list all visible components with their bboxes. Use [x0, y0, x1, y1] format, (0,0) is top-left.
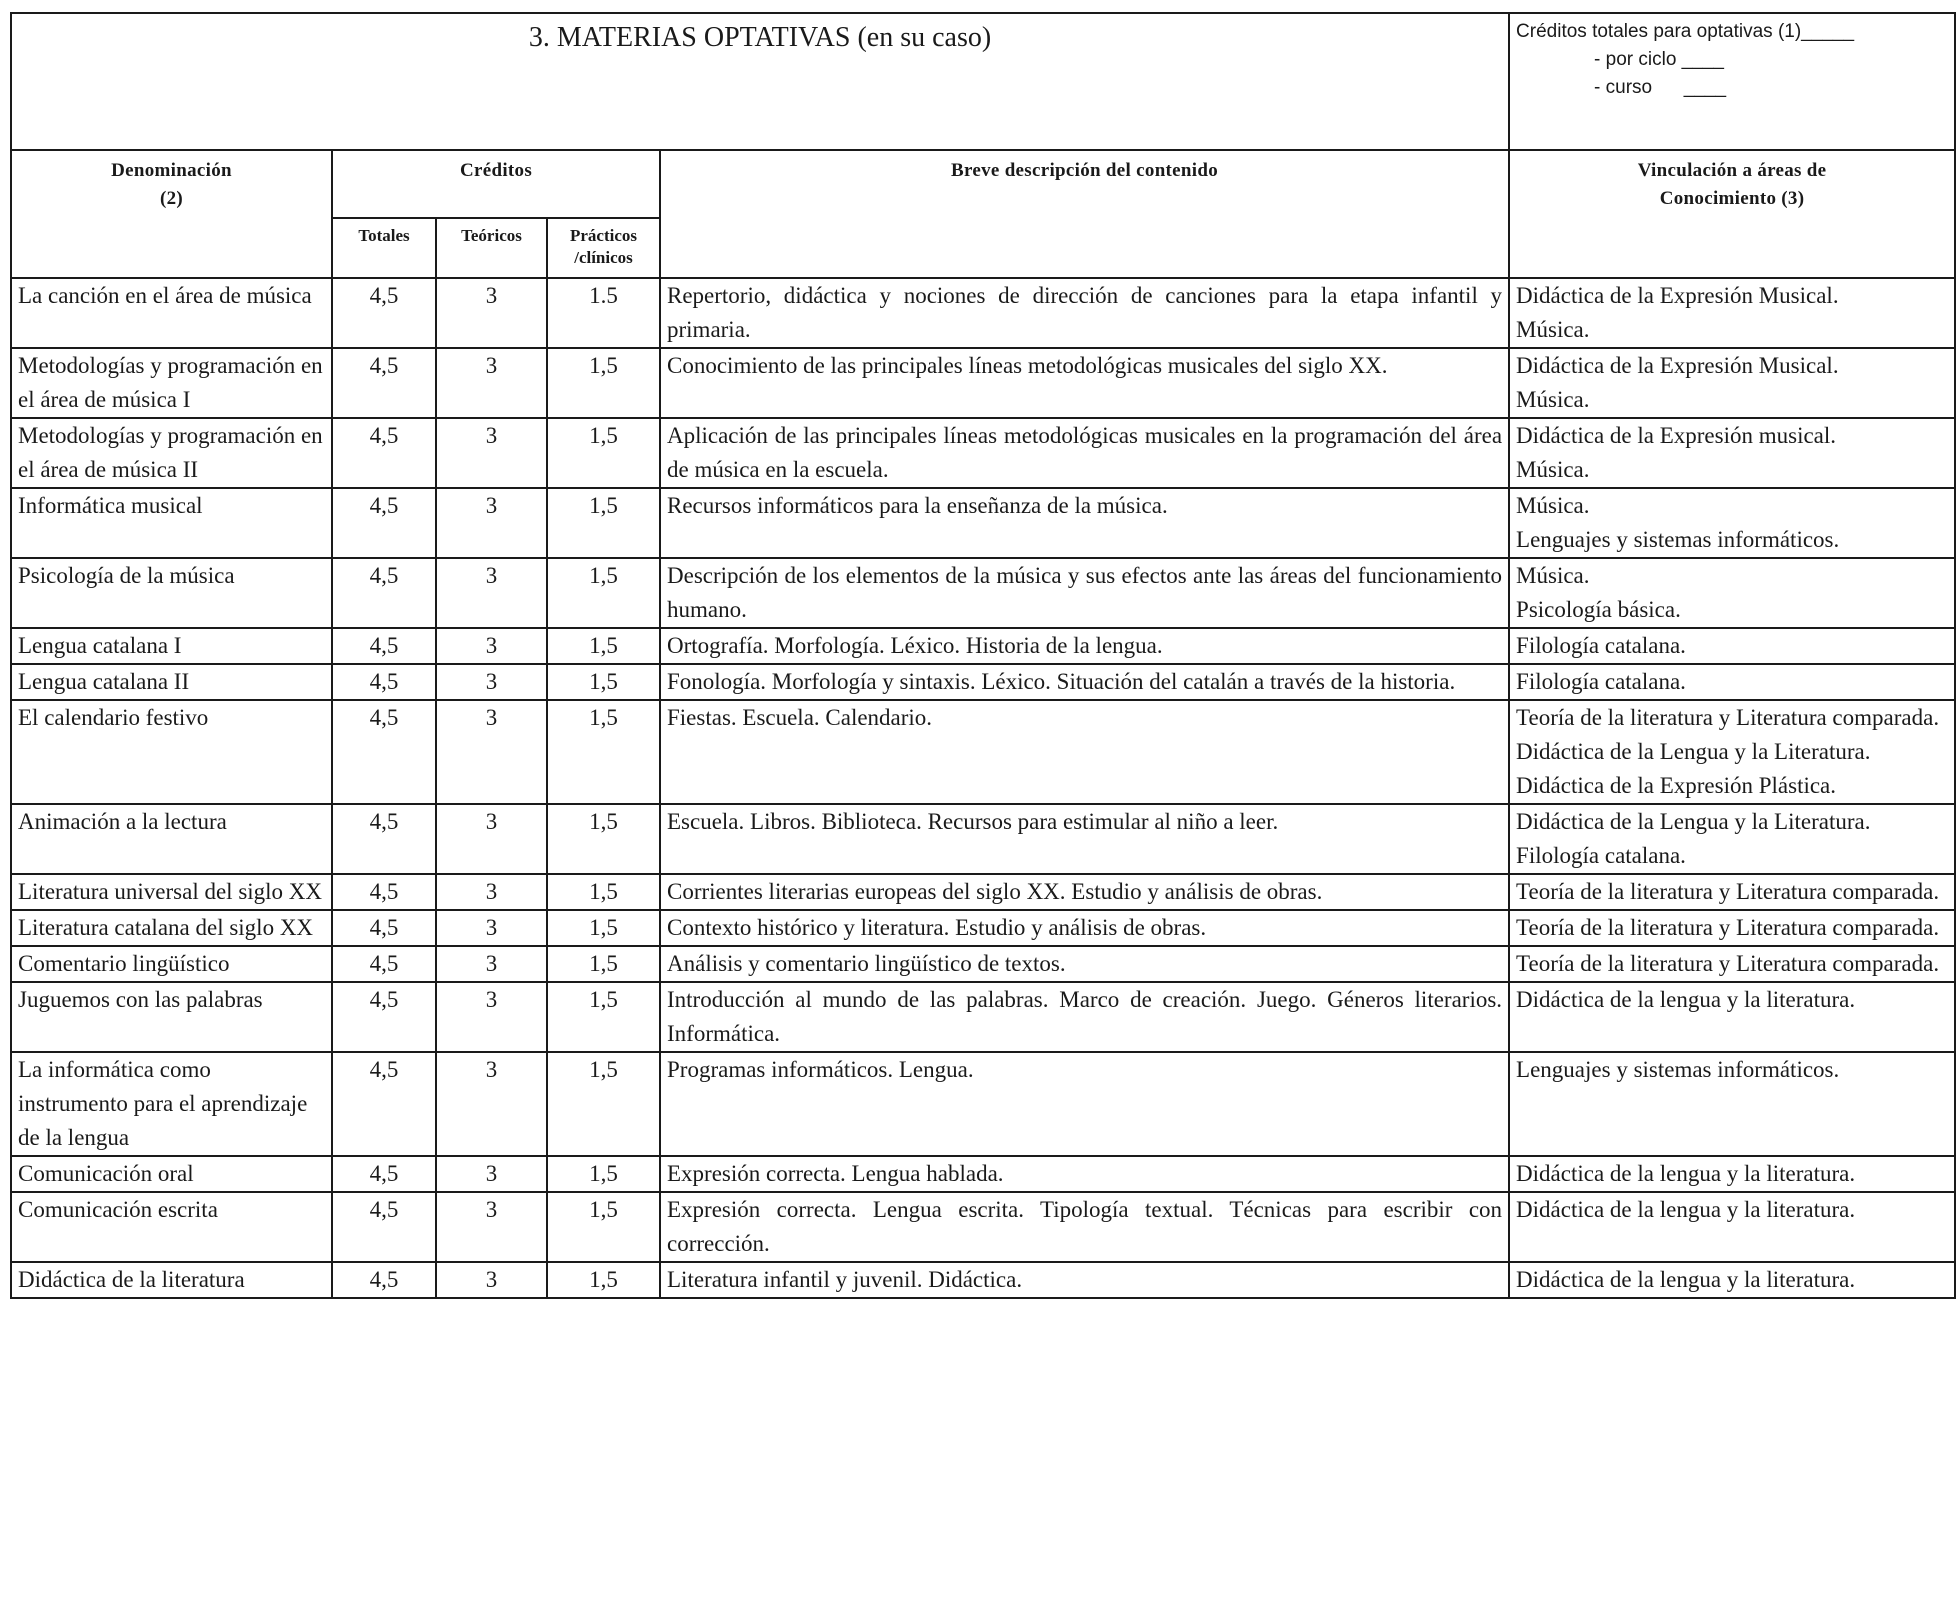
col-descripcion: Breve descripción del contenido: [660, 150, 1509, 278]
credits-totales: 4,5: [332, 418, 436, 488]
content-description: Fiestas. Escuela. Calendario.: [660, 700, 1509, 804]
table-row: [11, 558, 1955, 628]
subject-name: Informática musical: [11, 488, 332, 558]
credits-totales: 4,5: [332, 628, 436, 664]
col-practicos: [547, 218, 660, 278]
credits-teoricos: 3: [436, 418, 547, 488]
subject-name: Literatura universal del siglo XX: [11, 874, 332, 910]
credits-totales: 4,5: [332, 278, 436, 348]
knowledge-area: Didáctica de la Expresión musical.: [1516, 423, 1837, 448]
knowledge-areas: [1509, 910, 1955, 946]
credits-teoricos: 3: [436, 278, 547, 348]
credits-teoricos: 3: [436, 982, 547, 1052]
column-header-row: [11, 150, 1955, 218]
knowledge-area: Teoría de la literatura y Literatura comparada.: [1516, 879, 1940, 904]
credits-practicos: 1,5: [547, 418, 660, 488]
credits-totales: 4,5: [332, 488, 436, 558]
credits-totales: 4,5: [332, 700, 436, 804]
knowledge-area: Lenguajes y sistemas informáticos.: [1516, 527, 1840, 552]
credits-teoricos: 3: [436, 1156, 547, 1192]
knowledge-area: Lenguajes y sistemas informáticos.: [1516, 1057, 1840, 1082]
subject-name: Lengua catalana I: [11, 628, 332, 664]
credits-practicos: 1.5: [547, 278, 660, 348]
subject-name: El calendario festivo: [11, 700, 332, 804]
credits-teoricos: 3: [436, 664, 547, 700]
knowledge-area: Didáctica de la Expresión Plástica.: [1516, 773, 1837, 798]
section-title: 3. MATERIAS OPTATIVAS (en su caso): [11, 13, 1509, 150]
credits-teoricos: 3: [436, 700, 547, 804]
knowledge-area: Didáctica de la lengua y la literatura.: [1516, 1197, 1856, 1222]
knowledge-area: Filología catalana.: [1516, 633, 1686, 658]
knowledge-area: Didáctica de la Expresión Musical.: [1516, 283, 1839, 308]
content-description: Expresión correcta. Lengua escrita. Tipología textual. Técnicas para escribir con corrección.: [660, 1192, 1509, 1262]
credits-teoricos: 3: [436, 348, 547, 418]
credits-practicos: 1,5: [547, 628, 660, 664]
knowledge-areas: [1509, 700, 1955, 804]
knowledge-area: Música.: [1516, 317, 1590, 342]
subject-name: Lengua catalana II: [11, 664, 332, 700]
knowledge-areas: [1509, 1192, 1955, 1262]
subject-name: Literatura catalana del siglo XX: [11, 910, 332, 946]
credits-totales: 4,5: [332, 874, 436, 910]
content-description: Aplicación de las principales líneas metodológicas musicales en la programación del área de música en la escuela.: [660, 418, 1509, 488]
content-description: Escuela. Libros. Biblioteca. Recursos para estimular al niño a leer.: [660, 804, 1509, 874]
col-denominacion: [11, 150, 332, 278]
knowledge-area: Música.: [1516, 387, 1590, 412]
table-row: [11, 1156, 1955, 1192]
content-description: Expresión correcta. Lengua hablada.: [660, 1156, 1509, 1192]
subject-name: Comentario lingüístico: [11, 946, 332, 982]
subject-name: Comunicación oral: [11, 1156, 332, 1192]
credits-totales: 4,5: [332, 1052, 436, 1156]
credits-practicos: 1,5: [547, 700, 660, 804]
knowledge-areas: [1509, 558, 1955, 628]
col-teoricos: Teóricos: [436, 218, 547, 278]
credits-summary: [1509, 13, 1955, 150]
credits-practicos: 1,5: [547, 1052, 660, 1156]
credits-totales: 4,5: [332, 348, 436, 418]
knowledge-area: Didáctica de la lengua y la literatura.: [1516, 987, 1856, 1012]
knowledge-area: Didáctica de la Lengua y la Literatura.: [1516, 809, 1871, 834]
content-description: Ortografía. Morfología. Léxico. Historia de la lengua.: [660, 628, 1509, 664]
subject-name: La informática como instrumento para el aprendizaje de la lengua: [11, 1052, 332, 1156]
credits-practicos: 1,5: [547, 348, 660, 418]
content-description: Introducción al mundo de las palabras. Marco de creación. Juego. Géneros literarios. Informática.: [660, 982, 1509, 1052]
table-row: [11, 910, 1955, 946]
subject-name: Animación a la lectura: [11, 804, 332, 874]
knowledge-area: Psicología básica.: [1516, 597, 1681, 622]
credits-practicos: 1,5: [547, 910, 660, 946]
credits-practicos: 1,5: [547, 664, 660, 700]
credits-totales: 4,5: [332, 558, 436, 628]
knowledge-areas: [1509, 982, 1955, 1052]
credits-teoricos: 3: [436, 558, 547, 628]
col-denominacion-note: (2): [159, 188, 184, 209]
credits-teoricos: 3: [436, 874, 547, 910]
table-row: [11, 664, 1955, 700]
credits-teoricos: 3: [436, 946, 547, 982]
credits-totales: 4,5: [332, 982, 436, 1052]
credits-totales: 4,5: [332, 1156, 436, 1192]
knowledge-area: Música.: [1516, 563, 1590, 588]
table-row: [11, 348, 1955, 418]
knowledge-area: Didáctica de la Expresión Musical.: [1516, 353, 1839, 378]
credits-totales: 4,5: [332, 664, 436, 700]
content-description: Repertorio, didáctica y nociones de dirección de canciones para la etapa infantil y primaria.: [660, 278, 1509, 348]
content-description: Corrientes literarias europeas del siglo XX. Estudio y análisis de obras.: [660, 874, 1509, 910]
content-description: Recursos informáticos para la enseñanza de la música.: [660, 488, 1509, 558]
knowledge-areas: [1509, 348, 1955, 418]
knowledge-area: Teoría de la literatura y Literatura comparada.: [1516, 705, 1940, 730]
table-row: [11, 1192, 1955, 1262]
credits-practicos: 1,5: [547, 946, 660, 982]
table-row: [11, 874, 1955, 910]
credits-teoricos: 3: [436, 1192, 547, 1262]
materias-table: [10, 12, 1956, 1299]
subject-name: Metodologías y programación en el área de música I: [11, 348, 332, 418]
knowledge-area: Música.: [1516, 457, 1590, 482]
col-practicos-label: Prácticos: [569, 226, 638, 245]
credits-practicos: 1,5: [547, 1262, 660, 1298]
credits-teoricos: 3: [436, 910, 547, 946]
content-description: Análisis y comentario lingüístico de textos.: [660, 946, 1509, 982]
subject-name: Comunicación escrita: [11, 1192, 332, 1262]
table-row: [11, 628, 1955, 664]
knowledge-areas: [1509, 418, 1955, 488]
subject-name: Didáctica de la literatura: [11, 1262, 332, 1298]
credits-teoricos: 3: [436, 804, 547, 874]
col-creditos: Créditos: [332, 150, 660, 218]
knowledge-areas: [1509, 278, 1955, 348]
subject-name: La canción en el área de música: [11, 278, 332, 348]
col-totales: Totales: [332, 218, 436, 278]
knowledge-areas: [1509, 874, 1955, 910]
knowledge-area: Filología catalana.: [1516, 669, 1686, 694]
table-row: [11, 700, 1955, 804]
credits-totales: 4,5: [332, 804, 436, 874]
credits-totales: 4,5: [332, 946, 436, 982]
credits-practicos: 1,5: [547, 874, 660, 910]
knowledge-area: Filología catalana.: [1516, 843, 1686, 868]
knowledge-area: Teoría de la literatura y Literatura comparada.: [1516, 951, 1940, 976]
content-description: Conocimiento de las principales líneas metodológicas musicales del siglo XX.: [660, 348, 1509, 418]
col-vinculacion-label: Vinculación a áreas de: [1637, 160, 1827, 181]
knowledge-areas: [1509, 488, 1955, 558]
subject-name: Juguemos con las palabras: [11, 982, 332, 1052]
table-row: [11, 1052, 1955, 1156]
knowledge-area: Teoría de la literatura y Literatura comparada.: [1516, 915, 1940, 940]
content-description: Programas informáticos. Lengua.: [660, 1052, 1509, 1156]
col-practicos-label2: /clínicos: [574, 248, 633, 267]
knowledge-area: Didáctica de la lengua y la literatura.: [1516, 1267, 1856, 1292]
knowledge-area: Música.: [1516, 493, 1590, 518]
content-description: Descripción de los elementos de la música y sus efectos ante las áreas del funcionamiento humano.: [660, 558, 1509, 628]
credits-teoricos: 3: [436, 628, 547, 664]
table-row: [11, 804, 1955, 874]
table-row: [11, 946, 1955, 982]
subject-name: Metodologías y programación en el área de música II: [11, 418, 332, 488]
credits-teoricos: 3: [436, 488, 547, 558]
header-row: [11, 13, 1955, 150]
col-vinculacion-label2: Conocimiento (3): [1659, 188, 1805, 209]
knowledge-areas: [1509, 1262, 1955, 1298]
knowledge-area: Didáctica de la Lengua y la Literatura.: [1516, 739, 1871, 764]
knowledge-areas: [1509, 1156, 1955, 1192]
table-row: [11, 278, 1955, 348]
table-row: [11, 1262, 1955, 1298]
credits-totales: 4,5: [332, 1192, 436, 1262]
credits-practicos: 1,5: [547, 982, 660, 1052]
content-description: Literatura infantil y juvenil. Didáctica.: [660, 1262, 1509, 1298]
table-row: [11, 982, 1955, 1052]
credits-teoricos: 3: [436, 1262, 547, 1298]
knowledge-areas: [1509, 946, 1955, 982]
col-vinculacion: [1509, 150, 1955, 278]
col-denominacion-label: Denominación: [111, 160, 232, 181]
credits-practicos: 1,5: [547, 558, 660, 628]
credits-totales: 4,5: [332, 1262, 436, 1298]
subject-name: Psicología de la música: [11, 558, 332, 628]
knowledge-areas: [1509, 1052, 1955, 1156]
credits-practicos: 1,5: [547, 488, 660, 558]
credits-totales: 4,5: [332, 910, 436, 946]
knowledge-areas: [1509, 804, 1955, 874]
materias-optativas-page: [10, 12, 1954, 1299]
table-row: [11, 488, 1955, 558]
knowledge-areas: [1509, 664, 1955, 700]
credits-ciclo-line: - por ciclo ____: [1594, 49, 1724, 70]
content-description: Contexto histórico y literatura. Estudio y análisis de obras.: [660, 910, 1509, 946]
credits-total-line: Créditos totales para optativas (1)_____: [1516, 21, 1855, 42]
credits-practicos: 1,5: [547, 1156, 660, 1192]
credits-curso-line: - curso ____: [1594, 77, 1727, 98]
table-row: [11, 418, 1955, 488]
credits-teoricos: 3: [436, 1052, 547, 1156]
content-description: Fonología. Morfología y sintaxis. Léxico. Situación del catalán a través de la historia.: [660, 664, 1509, 700]
knowledge-areas: [1509, 628, 1955, 664]
knowledge-area: Didáctica de la lengua y la literatura.: [1516, 1161, 1856, 1186]
credits-practicos: 1,5: [547, 804, 660, 874]
credits-practicos: 1,5: [547, 1192, 660, 1262]
